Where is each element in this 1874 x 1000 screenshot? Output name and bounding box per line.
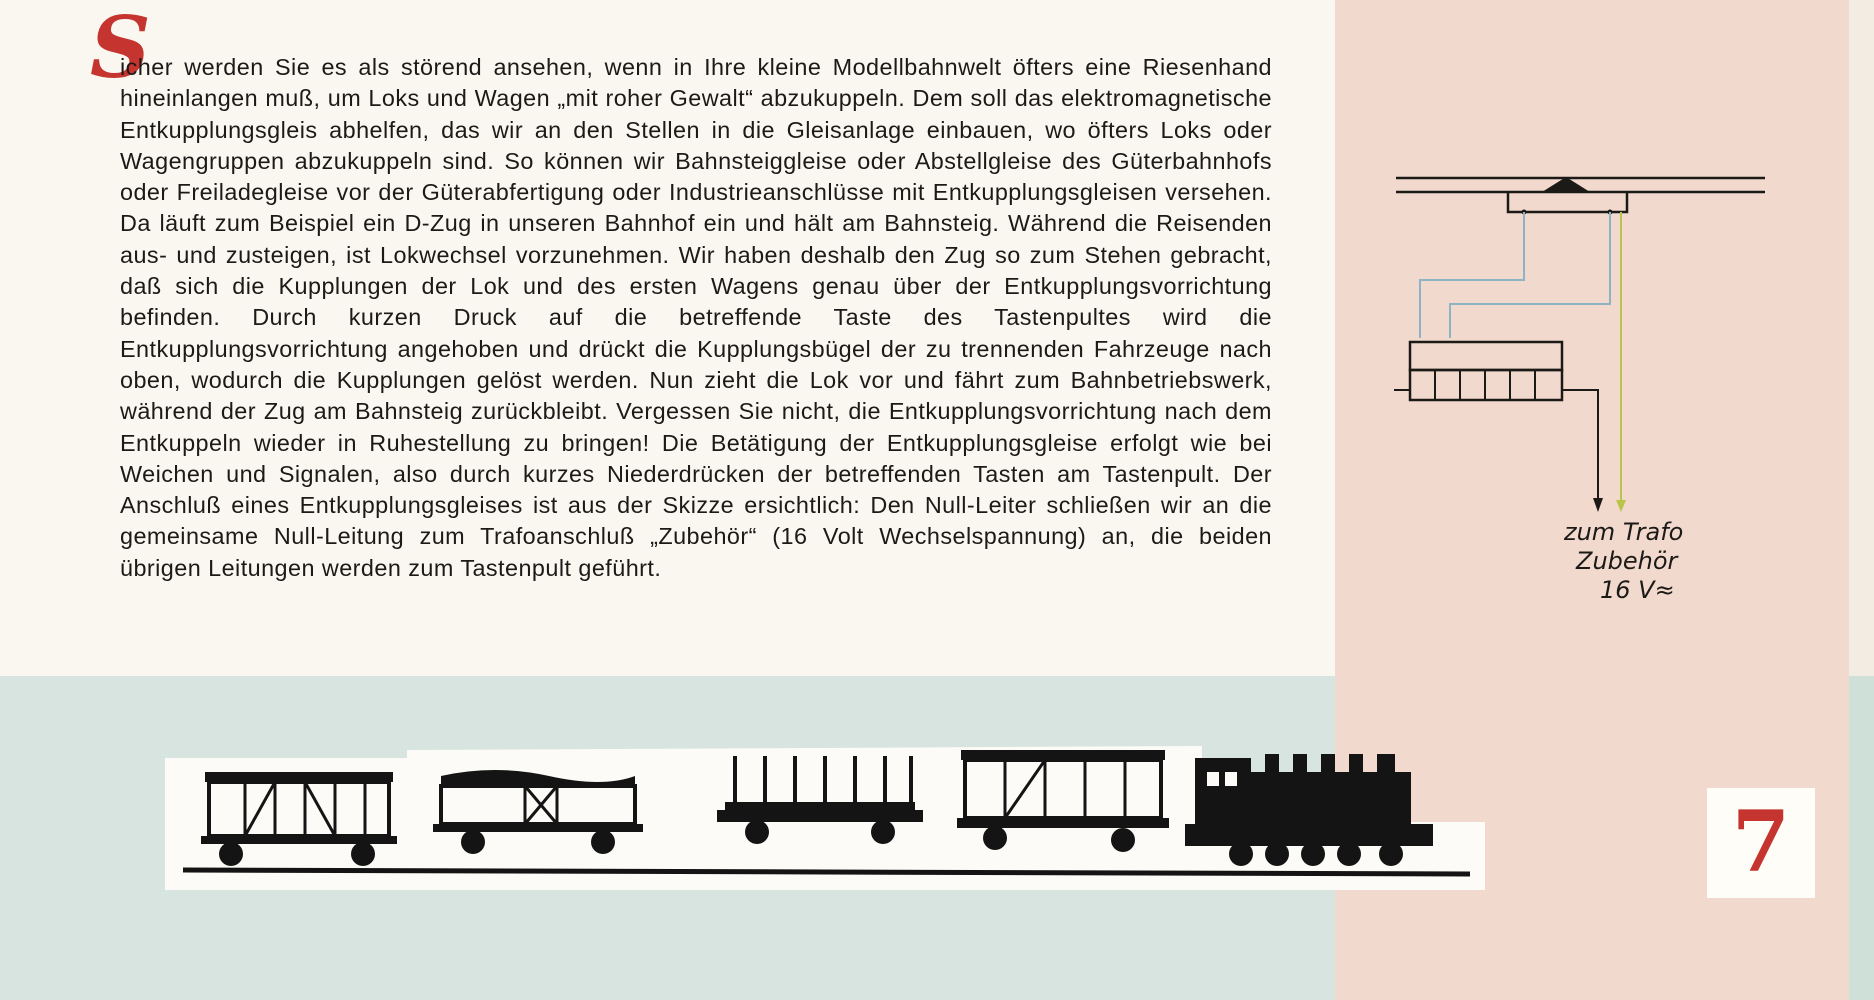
label-line-1: zum Trafo <box>1564 518 1684 546</box>
wire-blue-1 <box>1420 212 1524 338</box>
wiring-diagram <box>1390 170 1780 510</box>
page-number-box <box>1707 788 1815 898</box>
label-line-2: Zubehör <box>1576 547 1678 575</box>
uncoupler-device <box>1508 192 1627 212</box>
drop-cap: S <box>90 0 151 97</box>
wire-black <box>1562 390 1598 508</box>
wire-blue-2 <box>1450 212 1610 338</box>
label-line-3: 16 V≈ <box>1600 576 1675 604</box>
train-illustration <box>165 742 1485 892</box>
page-number: 7 <box>1731 792 1791 891</box>
switch-panel <box>1410 342 1562 370</box>
body-paragraph: icher werden Sie es als störend ansehen, wenn in Ihre kleine Modellbahnwelt öfters eine Riesenhand hineinlangen muß, um Loks und Wagen „mit roher Gewalt“ abzukuppeln. Dem soll das elektromagnetische Entkupplungsgleis abhelfen, das wir an den Stellen in die Gleisanlage einbauen, wo öfters Loks oder Wagengruppen abzukuppeln sind. So können wir Bahnsteiggleise oder Abstellgleise des Güterbahnhofs oder Freiladegleise vor der Güterabfertigung oder Industrieanschlüsse mit Entkupplungsgleisen versehen. Da läuft zum Beispiel ein D-Zug in unseren Bahnhof ein und hält am Bahnsteig. Während die Reisenden aus- und zusteigen, ist Lokwechsel vorzunehmen. Wir haben deshalb den Zug so zum Stehen gebracht, daß sich die Kupplungen der Lok und des ersten Wagens genau über der Entkupplungsvorrichtung befinden. Durch kurzen Druck auf die betreffende Taste des Tastenpultes wird die Entkupplungsvorrichtung angehoben und drückt die Kupplungsbügel der zu trennenden Fahrzeuge nach oben, wodurch die Kupplungen gelöst werden. Nun zieht die Lok vor und fährt zum Bahnbetriebswerk, während der Zug am Bahnsteig zurückbleibt. Vergessen Sie nicht, die Entkupplungsvorrichtung nach dem Entkuppeln wieder in Ruhestellung zu bringen! Die Betätigung der Entkupplungsgleise erfolgt wie bei Weichen und Signalen, also durch kurzes Niederdrücken der betreffenden Tasten am Tastenpult. Der Anschluß eines Entkupplungsgleises ist aus der Skizze ersichtlich: Den Null-Leiter schließen wir an die gemeinsame Null-Leitung zum Trafoanschluß „Zubehör“ (16 Volt Wechselspannung) an, die beiden übrigen Leitungen werden zum Tastenpult geführt. <box>120 54 1272 581</box>
edge-strip-lower <box>1849 676 1874 1000</box>
